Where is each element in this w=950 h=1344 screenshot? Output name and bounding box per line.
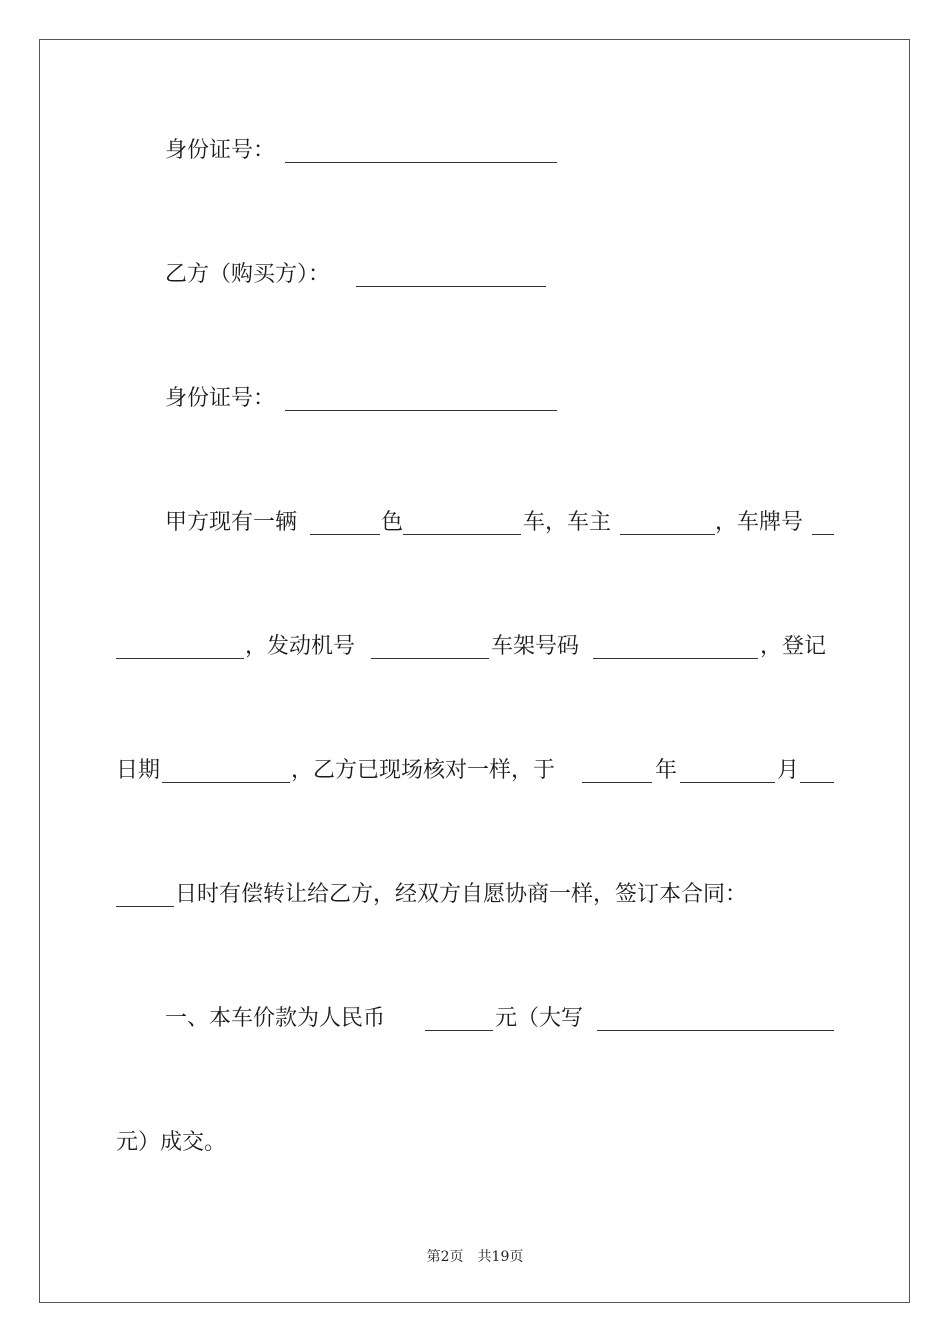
text-segment: 车，车主 <box>523 510 612 535</box>
text-segment: 元）成交。 <box>116 1130 227 1155</box>
party-b-label: 乙方（购买方）： <box>165 262 331 287</box>
text-segment: 甲方现有一辆 <box>165 510 298 535</box>
price-line <box>0 1004 950 1040</box>
frame-number-blank <box>593 658 758 659</box>
text-segment: ，发动机号 <box>245 634 356 659</box>
day-blank-start <box>800 782 834 783</box>
price-in-words-blank <box>597 1030 834 1031</box>
text-segment: 一、本车价款为人民币 <box>165 1006 386 1031</box>
year-blank <box>582 782 652 783</box>
party-b-blank <box>356 286 546 287</box>
text-segment: 年 <box>655 758 678 783</box>
price-blank <box>425 1030 493 1031</box>
plate-blank-start <box>812 534 834 535</box>
total-pages: 19 <box>491 1249 510 1265</box>
page-border <box>39 39 910 1303</box>
text-segment: ，登记 <box>760 634 827 659</box>
id-number-line-party-b <box>0 384 950 420</box>
vehicle-line-1 <box>0 508 950 544</box>
date-line <box>0 756 950 792</box>
text-segment: ，车牌号 <box>715 510 804 535</box>
transfer-line <box>0 880 950 916</box>
month-blank <box>680 782 775 783</box>
total-suffix: 页 <box>509 1249 524 1265</box>
registration-date-blank <box>162 782 290 783</box>
page-prefix: 第 <box>426 1249 441 1265</box>
id-number-label: 身份证号： <box>165 386 276 411</box>
text-segment: 元（大写 <box>495 1006 584 1031</box>
page-footer <box>0 1246 950 1266</box>
id-number-line-party-a <box>0 136 950 172</box>
day-blank-end <box>116 906 174 907</box>
text-segment: 车架号码 <box>491 634 580 659</box>
vehicle-line-2 <box>0 632 950 668</box>
vehicle-type-blank <box>403 534 521 535</box>
text-segment: 日期 <box>116 758 161 783</box>
plate-blank-end <box>116 658 244 659</box>
id-number-blank <box>285 410 557 411</box>
id-number-label: 身份证号： <box>165 138 276 163</box>
text-segment: ，乙方已现场核对一样，于 <box>291 758 556 783</box>
deal-line <box>0 1128 950 1164</box>
color-blank <box>310 534 380 535</box>
owner-blank <box>620 534 715 535</box>
text-segment: 色 <box>381 510 404 535</box>
page-suffix: 页 <box>449 1249 464 1265</box>
text-segment: 月 <box>777 758 800 783</box>
total-prefix: 共 <box>477 1249 492 1265</box>
id-number-blank <box>285 162 557 163</box>
page-number: 2 <box>440 1249 450 1265</box>
engine-number-blank <box>371 658 489 659</box>
party-b-line <box>0 260 950 296</box>
text-segment: 日时有偿转让给乙方，经双方自愿协商一样，签订本合同： <box>175 882 748 907</box>
